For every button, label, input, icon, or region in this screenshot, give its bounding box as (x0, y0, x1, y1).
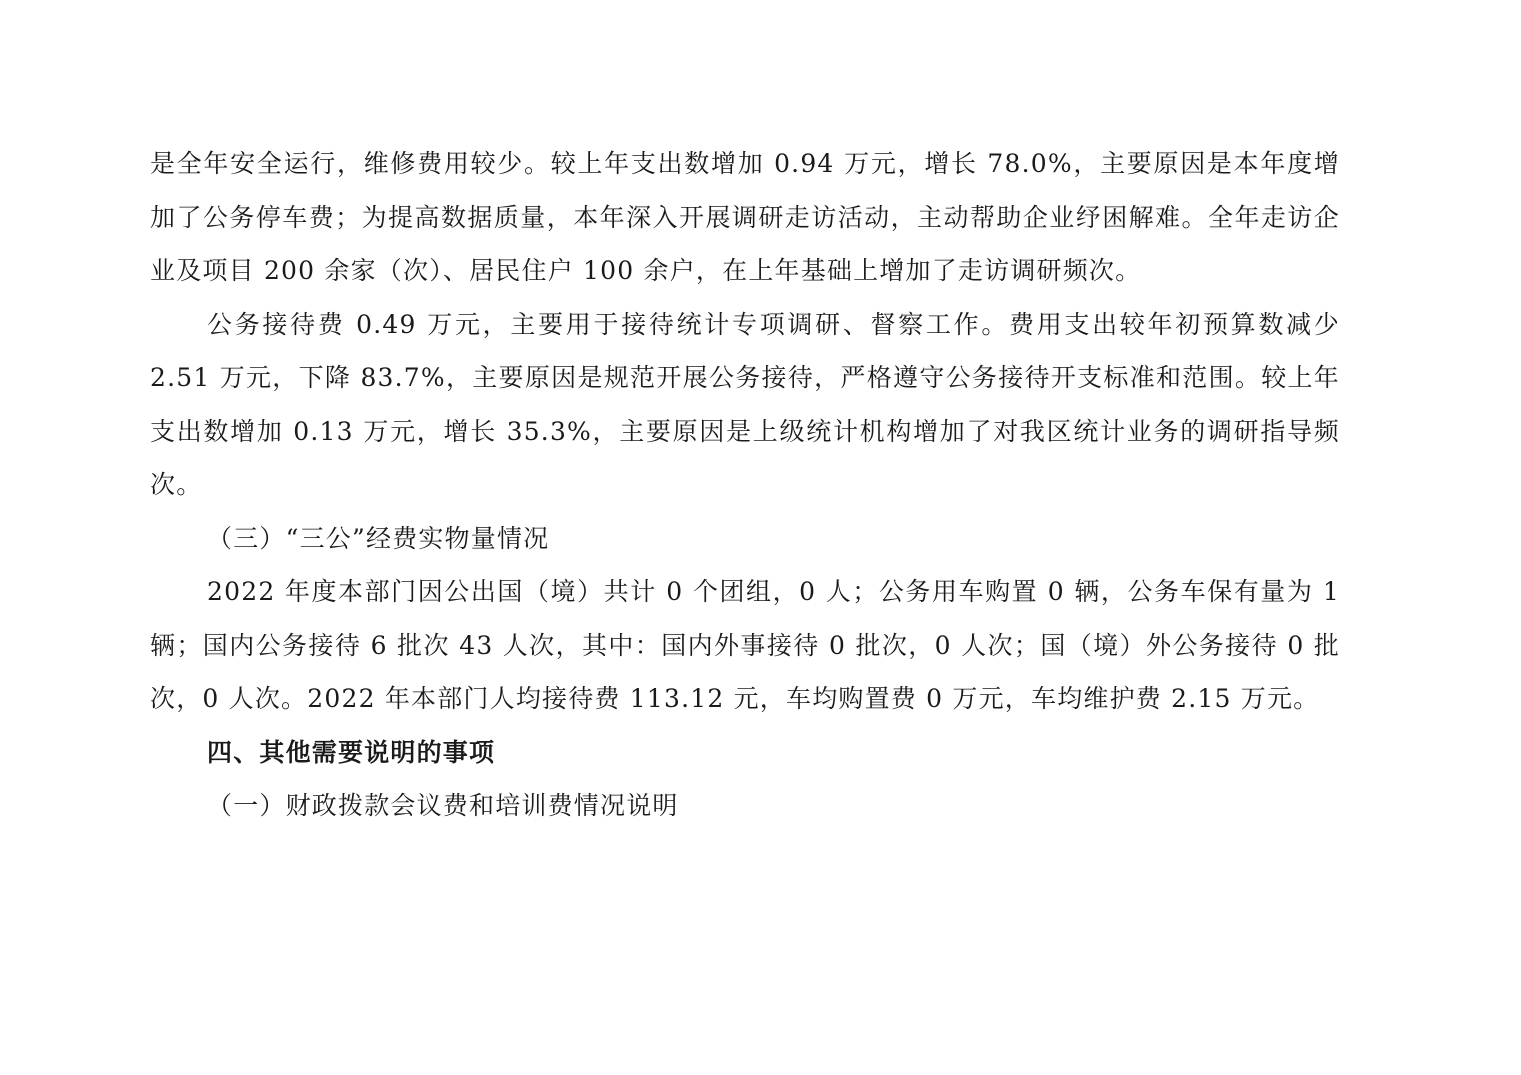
subsection-heading-physical-quantity: （三）“三公”经费实物量情况 (207, 523, 550, 553)
paragraph-reception-expense: 公务接待费 0.49 万元，主要用于接待统计专项调研、督察工作。费用支出较年初预算数减少 2.51 万元，下降 83.7%，主要原因是规范开展公务接待，严格遵守公务接待开支标准和范围。较上年支出数增加 0.13 万元，增长 35.3%，主要原因是上级统计机构增加了对我区统计业务的调研指导频次。 (150, 309, 1340, 499)
paragraph-vehicle-expense-continued: 是全年安全运行，维修费用较少。较上年支出数增加 0.94 万元，增长 78.0%，主要原因是本年度增加了公务停车费；为提高数据质量，本年深入开展调研走访活动，主动帮助企业纾困解难。全年走访企业及项目 200 余家（次）、居民住户 100 余户，在上年基础上增加了走访调研频次。 (150, 149, 1340, 285)
section-heading-other-matters: 四、其他需要说明的事项 (207, 737, 496, 767)
document-body (150, 137, 1340, 833)
subsection-heading-meeting-training: （一）财政拨款会议费和培训费情况说明 (207, 791, 679, 820)
paragraph-physical-quantity: 2022 年度本部门因公出国（境）共计 0 个团组，0 人；公务用车购置 0 辆，公务车保有量为 1 辆；国内公务接待 6 批次 43 人次，其中：国内外事接待 0 批次，0 人次；国（境）外公务接待 0 批次，0 人次。2022 年本部门人均接待费 113.12 元，车均购置费 0 万元，车均维护费 2.15 万元。 (150, 577, 1340, 713)
